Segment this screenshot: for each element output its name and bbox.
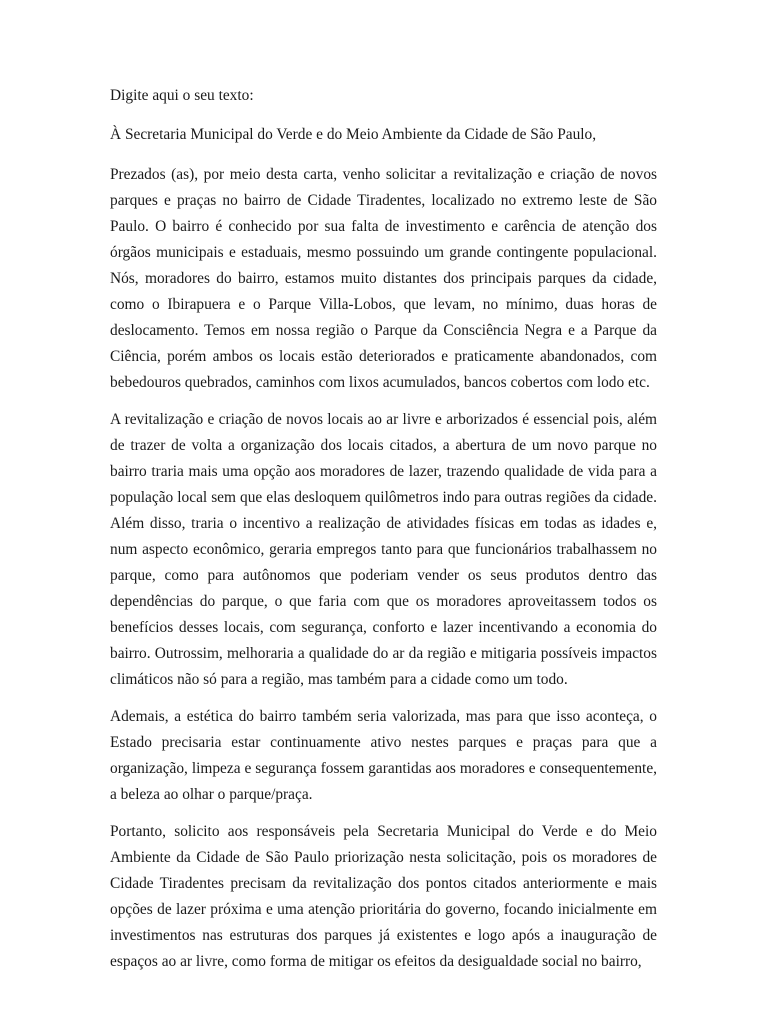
salutation-text: À Secretaria Municipal do Verde e do Meio Ambiente da Cidade de São Paulo, [110, 126, 597, 143]
prompt-text: Digite aqui o seu texto: [110, 87, 254, 104]
document-page [110, 84, 657, 975]
paragraph-2: A revitalização e criação de novos locais ao ar livre e arborizados é essencial pois, além de trazer de volta a organização dos locais citados, a abertura de um novo parque no bairro traria mais uma opção aos moradores de lazer, trazendo qualidade de vida para a população local sem que elas desloquem quilômetros indo para outras regiões da cidade. Além disso, traria o incentivo a realização de atividades físicas em todas as idades e, num aspecto econômico, geraria empregos tanto para que funcionários trabalhassem no parque, como para autônomos que poderiam vender os seus produtos dentro das dependências do parque, o que faria com que os moradores aproveitassem todos os benefícios desses locais, com segurança, conforto e lazer incentivando a economia do bairro. Outrossim, melhoraria a qualidade do ar da região e mitigaria possíveis impactos climáticos não só para a região, mas também para a cidade como um todo. [110, 411, 657, 688]
paragraph-4: Portanto, solicito aos responsáveis pela Secretaria Municipal do Verde e do Meio Ambiente da Cidade de São Paulo priorização nesta solicitação, pois os moradores de Cidade Tiradentes precisam da revitalização dos pontos citados anteriormente e mais opções de lazer próxima e uma atenção prioritária do governo, focando inicialmente em investimentos nas estruturas dos parques já existentes e logo após a inauguração de espaços ao ar livre, como forma de mitigar os efeitos da desigualdade social no bairro, [110, 823, 657, 970]
paragraph-3: Ademais, a estética do bairro também seria valorizada, mas para que isso aconteça, o Estado precisaria estar continuamente ativo nestes parques e praças para que a organização, limpeza e segurança fossem garantidas aos moradores e consequentemente, a beleza ao olhar o parque/praça. [110, 708, 657, 803]
paragraph-1: Prezados (as), por meio desta carta, venho solicitar a revitalização e criação de novos parques e praças no bairro de Cidade Tiradentes, localizado no extremo leste de São Paulo. O bairro é conhecido por sua falta de investimento e carência de atenção dos órgãos municipais e estaduais, mesmo possuindo um grande contingente populacional. Nós, moradores do bairro, estamos muito distantes dos principais parques da cidade, como o Ibirapuera e o Parque Villa-Lobos, que levam, no mínimo, duas horas de deslocamento. Temos em nossa região o Parque da Consciência Negra e a Parque da Ciência, porém ambos os locais estão deteriorados e praticamente abandonados, com bebedouros quebrados, caminhos com lixos acumulados, bancos cobertos com lodo etc. [110, 166, 657, 391]
